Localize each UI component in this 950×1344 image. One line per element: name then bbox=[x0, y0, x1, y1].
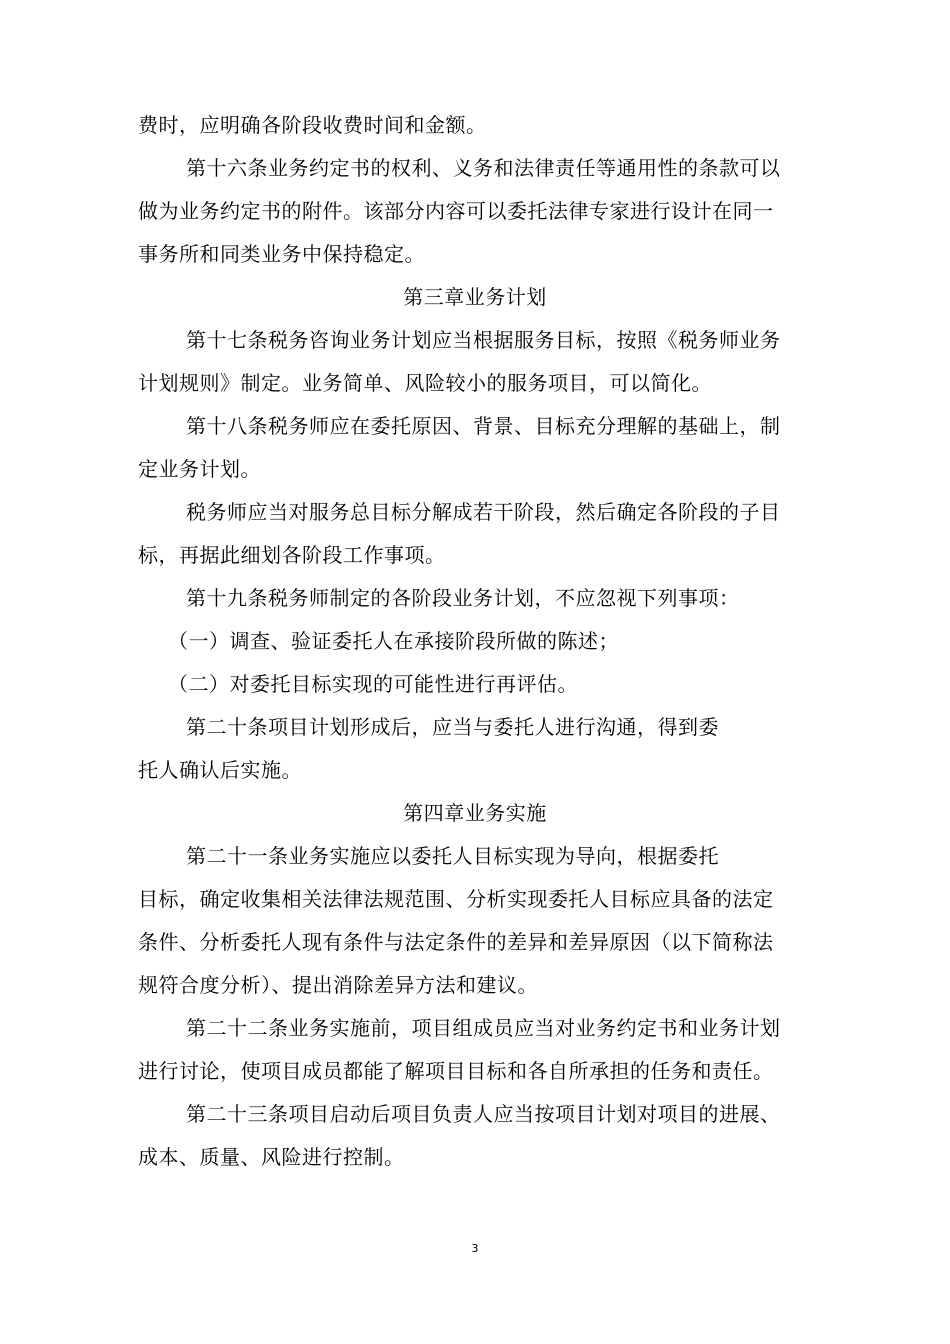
text-line: 第十七条税务咨询业务计划应当根据服务目标，按照《税务师业务 bbox=[186, 328, 781, 352]
text-line: 定业务计划。 bbox=[138, 457, 261, 481]
text-line: 第十九条税务师制定的各阶段业务计划，不应忽视下列事项： bbox=[186, 586, 740, 610]
text-line: 目标，确定收集相关法律法规范围、分析实现委托人目标应具备的法定 bbox=[138, 887, 774, 911]
text-line: 事务所和同类业务中保持稳定。 bbox=[138, 242, 425, 266]
text-line: 第二十一条业务实施应以委托人目标实现为导向，根据委托 bbox=[186, 844, 719, 868]
list-item: （一）调查、验证委托人在承接阶段所做的陈述； bbox=[168, 629, 619, 653]
page-number: 3 bbox=[471, 1242, 479, 1255]
text-line: 计划规则》制定。业务简单、风险较小的服务项目，可以简化。 bbox=[138, 371, 712, 395]
chapter-heading: 第三章业务计划 bbox=[403, 285, 547, 309]
text-line: 第二十二条业务实施前，项目组成员应当对业务约定书和业务计划 bbox=[186, 1016, 781, 1040]
text-line: 做为业务约定书的附件。该部分内容可以委托法律专家进行设计在同一 bbox=[138, 199, 774, 223]
text-line: 条件、分析委托人现有条件与法定条件的差异和差异原因（以下简称法 bbox=[138, 930, 774, 954]
text-line: 费时，应明确各阶段收费时间和金额。 bbox=[138, 113, 487, 137]
text-line: 第十六条业务约定书的权利、义务和法律责任等通用性的条款可以 bbox=[186, 156, 781, 180]
text-line: 规符合度分析）、提出消除差异方法和建议。 bbox=[138, 973, 538, 997]
text-line: 托人确认后实施。 bbox=[138, 758, 302, 782]
list-item: （二）对委托目标实现的可能性进行再评估。 bbox=[168, 672, 578, 696]
text-line: 成本、质量、风险进行控制。 bbox=[138, 1145, 405, 1169]
text-line: 标，再据此细划各阶段工作事项。 bbox=[138, 543, 446, 567]
chapter-heading: 第四章业务实施 bbox=[403, 801, 547, 825]
text-line: 第二十条项目计划形成后，应当与委托人进行沟通，得到委 bbox=[186, 715, 719, 739]
text-line: 第十八条税务师应在委托原因、背景、目标充分理解的基础上，制 bbox=[186, 414, 781, 438]
text-line: 税务师应当对服务总目标分解成若干阶段，然后确定各阶段的子目 bbox=[186, 500, 781, 524]
text-line: 第二十三条项目启动后项目负责人应当按项目计划对项目的进展、 bbox=[186, 1102, 781, 1126]
text-line: 进行讨论，使项目成员都能了解项目目标和各自所承担的任务和责任。 bbox=[138, 1059, 774, 1083]
